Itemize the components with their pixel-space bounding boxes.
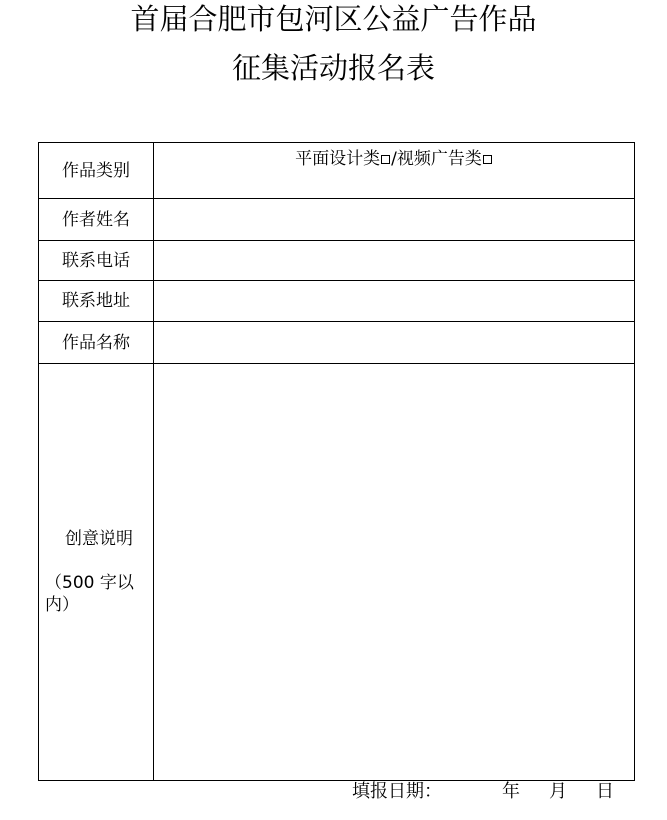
graphic-design-checkbox[interactable] <box>381 155 390 164</box>
author-name-label: 作者姓名 <box>39 199 154 241</box>
work-name-row <box>39 322 635 364</box>
description-word-limit: （500 字以内） <box>45 573 134 615</box>
form-title-line-1: 首届合肥市包河区公益广告作品 <box>130 2 537 36</box>
phone-label: 联系电话 <box>39 241 154 281</box>
category-options <box>154 143 635 199</box>
description-label: 创意说明 <box>65 529 133 549</box>
fill-date-label: 填报日期： <box>352 781 442 802</box>
category-label: 作品类别 <box>39 143 154 199</box>
video-ad-checkbox[interactable] <box>483 155 492 164</box>
address-row <box>39 281 635 322</box>
author-name-field[interactable] <box>154 199 635 241</box>
date-day-label: 日 <box>596 781 614 802</box>
description-row <box>39 364 635 781</box>
description-field[interactable] <box>154 364 635 781</box>
address-label: 联系地址 <box>39 281 154 322</box>
address-field[interactable] <box>154 281 635 322</box>
phone-field[interactable] <box>154 241 635 281</box>
work-name-label: 作品名称 <box>39 322 154 364</box>
date-month-label: 月 <box>549 781 567 802</box>
category-option-video-ad: 视频广告类 <box>396 149 482 169</box>
phone-row <box>39 241 635 281</box>
date-year-label: 年 <box>502 781 520 802</box>
work-name-field[interactable] <box>154 322 635 364</box>
form-title-line-2: 征集活动报名表 <box>231 51 435 85</box>
author-name-row <box>39 199 635 241</box>
registration-form-table <box>38 142 635 781</box>
description-label-cell <box>39 364 154 781</box>
category-row <box>39 143 635 199</box>
category-option-graphic-design: 平面设计类 <box>295 149 381 169</box>
category-separator: / <box>391 149 397 169</box>
fill-date-line <box>352 779 632 805</box>
